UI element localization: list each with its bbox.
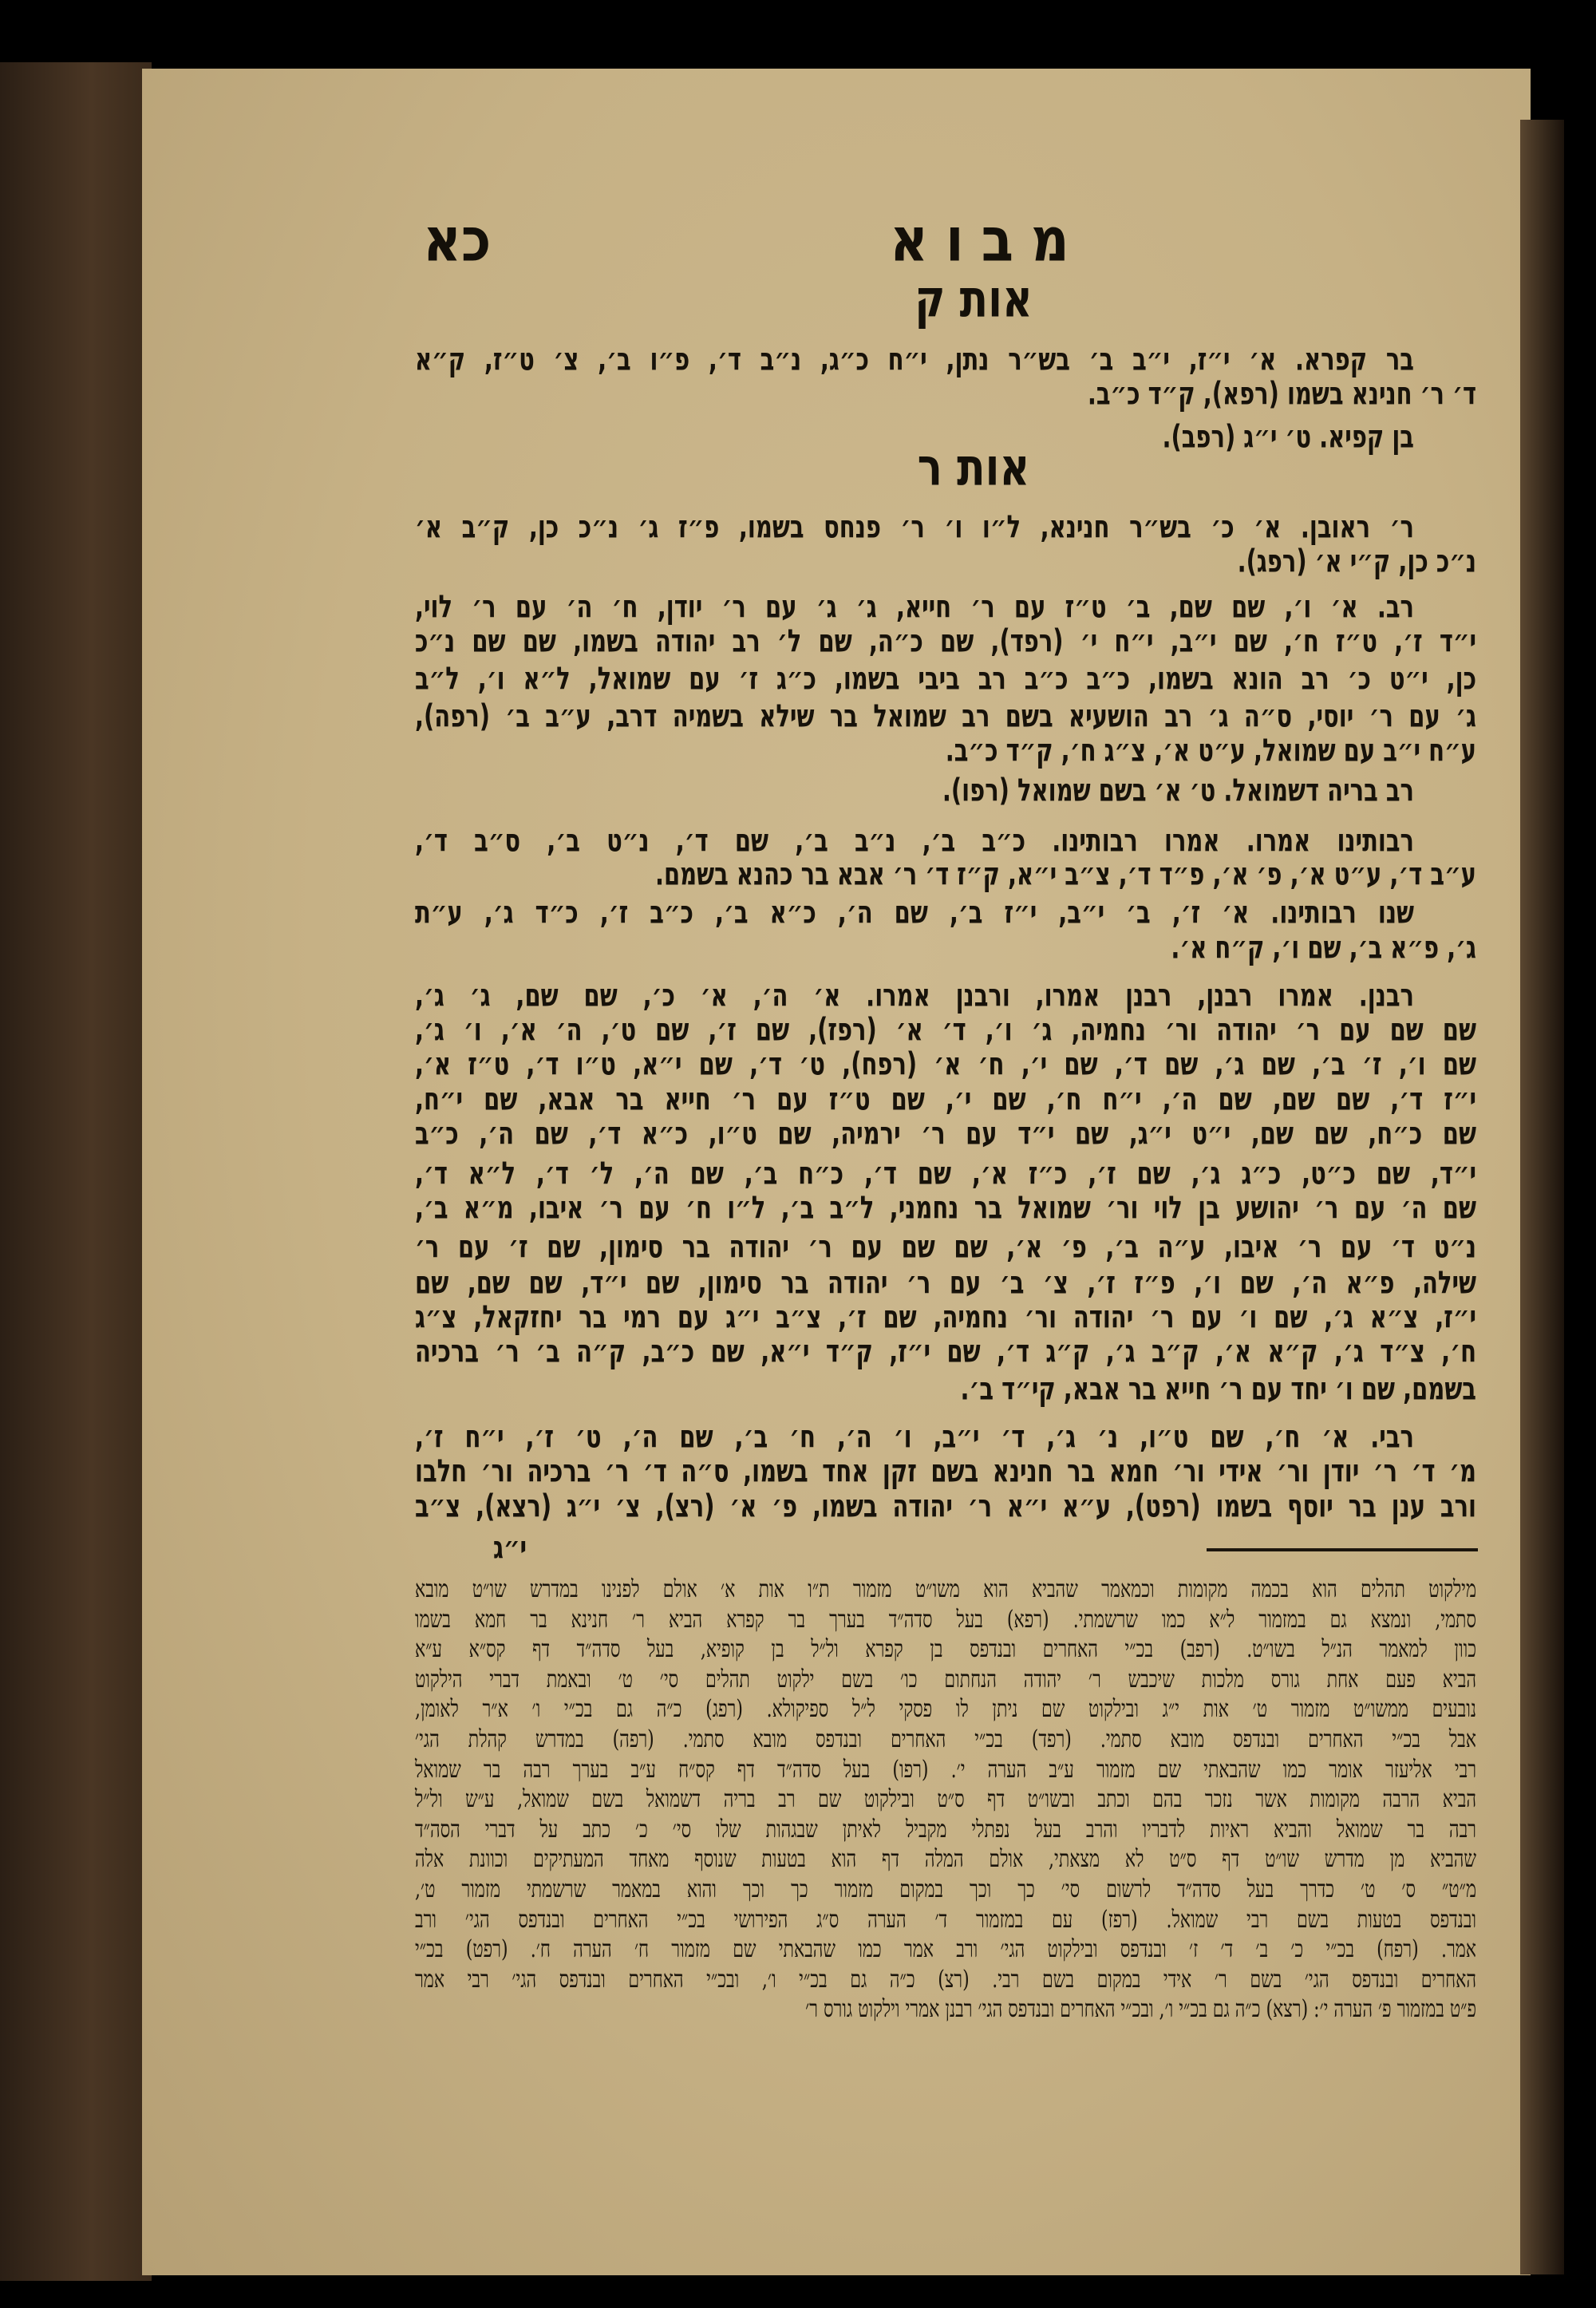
entry-rav-line: י״ד ז׳, ט״ז ח׳, שם י״ב, י״ח י׳ (רפד), שם כ״ה, שם ל׳ רב יהודה בשמו, שם שם נ״כ — [415, 622, 1476, 659]
footnote-line: הביא הרבה מקומות אשר נזכר בהם וכתב ובשו״ט דף ס״ט ובילקוט שם רב בריה דשמואל בשם שמואל, ע״ש ול״ל — [415, 1786, 1476, 1814]
entry-ben-kopia-line: בן קפיא. ט׳ י״ג (רפב). — [1162, 418, 1414, 455]
footnote-line: סתמי, ונמצא גם במזמור ל״א כמו שרשמתי. (רפא) בעל סדה״ד בערך בר קפרא הביא ר׳ חנינא בר חמא בשמו — [415, 1607, 1476, 1634]
footnote-line: מילקוט תהלים הוא בכמה מקומות וכמאמר שהביא הוא משו״ט מזמור ת״ו אות א׳ אולם לפנינו במדרש שו״ט מובא — [415, 1576, 1476, 1604]
entry-rabi-line: ורב ענן בר יוסף בשמו (רפט), ע״א י״א ר׳ יהודה בשמו, פ׳ א׳ (רצ), צ׳ י״ג (רצא), צ״ב — [415, 1488, 1476, 1524]
section-heading-kof: אות ק — [915, 269, 1033, 330]
section-heading-resh: אות ר — [917, 437, 1030, 498]
footnote-separator — [1207, 1548, 1478, 1551]
entry-rav-line: כן, י״ט כ׳ רב הונא בשמו, כ״ב כ״ב רב ביבי בשמו, כ״ג ז׳ עם שמואל, ל״א ו׳, ל״ב — [415, 660, 1476, 697]
entry-rav-brei-line: רב בריה דשמואל. ט׳ א׳ בשם שמואל (רפו). — [942, 772, 1414, 808]
footnote-line: כוון למאמר הנ״ל בשו״ט. (רפב) בכ״י האחרים ובנדפס בן קפרא ול״ל בן קופיא, בעל סדה״ד דף קס״א ע״א — [415, 1636, 1476, 1664]
footnote-line: שהביא מן מדרש שו״ט דף ס״ט לא מצאתי, אולם המלה דף הוא בטעות שנוסף מאחד המעתיקים וכוונת אלה — [415, 1846, 1476, 1874]
footnote-line: רבי אליעזר אומר כמו שהבאתי שם מזמור ע״ב הערה י׳. (רפו) בעל סדה״ד דף קס״ח ע״ב בערך רבה בר שמואל — [415, 1757, 1476, 1784]
entry-rav-line: ג׳ עם ר׳ יוסי, ס״ה ג׳ רב הושעיא בשם רב שמואל בר שילא בשמיה דרב, ע״ב ב׳ (רפה), — [415, 698, 1476, 734]
page-edge-shadow — [1520, 120, 1564, 2274]
entry-rabanan-line: שילה, פ״א ה׳, שם ו׳, פ״ז ז׳, צ׳ ב׳ עם ר׳ יהודה בר סימון, שם י״ד, שם שם, שם — [415, 1264, 1476, 1301]
entry-rabotenu-line: ע״ב ד׳, ע״ט א׳, פ׳ א׳, פ״ד ד׳, צ״ב י״א, ק״ז ד׳ ר׳ אבא בר כהנא בשמם. — [654, 856, 1476, 892]
entry-rabotenu-line: רבותינו אמרו. אמרו רבותינו. כ״ב ב׳, נ״ב ב׳, שם ד׳, נ״ט ב׳, ס״ב ד׳, — [415, 822, 1414, 859]
page-number: כא — [423, 204, 492, 275]
entry-rabanan-line: ח׳, צ״ד ג׳, ק״א א׳, ק״ב ג׳, ק״ג ד׳, שם י״ז, ק״ד י״א, שם כ״ב, ק״ה ב׳ ר׳ ברכיה — [415, 1333, 1476, 1369]
entry-rabanan-line: שם כ״ח, שם שם, י״ט י״ג, שם י״ד עם ר׳ ירמיה, שם ט״ו, כ״א ד׳, שם ה׳, כ״ב — [415, 1115, 1476, 1152]
footnote-line: אמר. (רפח) בכ״י כ׳ ב׳ ד׳ ז׳ ובנדפס ובילקוט הגי׳ ורב אמר כמו שהבאתי שם מזמור ח׳ הערה ח׳. (רפט) בכ״י — [415, 1936, 1476, 1964]
entry-reuven-line: נ״כ כן, ק״י א׳ (רפג). — [1237, 543, 1476, 579]
entry-rabanan-line: י״ז, צ״א ג׳, שם ו׳ עם ר׳ יהודה ור׳ נחמיה, שם ז׳, צ״ב י״ג עם רמי בר יחזקאל, צ״ג — [415, 1298, 1476, 1335]
entry-rabanan-line: י״ז ד׳, שם שם, שם ה׳, י״ח ח׳, שם י׳, שם ט״ז עם ר׳ חייא בר אבא, שם י״ח, — [415, 1081, 1476, 1117]
entry-rabanan-line: בשמם, שם ו׳ יחד עם ר׳ חייא בר אבא, קי״ד ב׳. — [960, 1370, 1476, 1407]
footnote-line: פ״ט במזמור פ׳ הערה י׳: (רצא) כ״ה גם בכ״י ו׳, ובכ״י האחרים ובנדפס הגי׳ רבנן אמרי וילקוט גורס ר׳ — [805, 1996, 1476, 2024]
footnote-line: רבה בר שמואל והביא ראיות לדבריו והרב בעל נפתלי מקביל לאיתן שבגהות שלו סי׳ כ׳ כתב על דברי הסה״ד — [415, 1816, 1476, 1844]
catchword: י״ג — [493, 1529, 527, 1566]
entry-reuven-line: ר׳ ראובן. א׳ כ׳ בש״ר חנינא, ל״ו ו׳ ר׳ פנחס בשמו, פ״ז ג׳ נ״כ כן, ק״ב א׳ — [415, 508, 1414, 545]
entry-rabanan-line: שם ו׳, ז׳ ב׳, שם ג׳, שם ד׳, שם י׳, ח׳ א׳ (רפח), ט׳ ד׳, שם י״א, ט״ו ד׳, ט״ז א׳, — [415, 1045, 1476, 1082]
entry-rav-line: רב. א׳ ו׳, שם שם, ב׳ ט״ז עם ר׳ חייא, ג׳ ג׳ עם ר׳ יודן, ח׳ ה׳ עם ר׳ לוי, — [415, 588, 1414, 625]
footnote-line: אבל בכ״י האחרים ובנדפס מובא סתמי. (רפד) בכ״י האחרים ובנדפס מובא סתמי. (רפה) במדרש קהלת הגי׳ — [415, 1726, 1476, 1754]
footnote-line: ובנדפס בטעות בשם רבי שמואל. (רפז) עם במזמור ד׳ הערה ס״ג הפירושי בכ״י האחרים ובנדפס הגי׳ ורב — [415, 1907, 1476, 1934]
footnote-line: נובעים ממשו״ט מזמור ט׳ אות י״ג ובילקוט שם ניתן לו פסקי ל״ל ספיקולא. (רפג) כ״ה גם בכ״י ו׳ א״ר לאומן, — [415, 1696, 1476, 1724]
entry-rabanan-line: שם ה׳ עם ר׳ יהושע בן לוי ור׳ שמואל בר נחמני, ל״ב ב׳, ל״ו ח׳ עם ר׳ איבו, מ״א ב׳, — [415, 1189, 1476, 1226]
footnote-line: מ״ט״ ס׳ ט׳ כדרך בעל סדה״ד לרשום סי׳ כך וכך במקום מזמור כך וכך והוא במאמר שרשמתי מזמור ט׳, — [415, 1876, 1476, 1904]
entry-rabanan-line: נ״ט ד׳ עם ר׳ איבו, ע״ה ב׳, פ׳ א׳, שם שם עם ר׳ יהודה בר סימון, שם ז׳ עם ר׳ — [415, 1228, 1476, 1265]
entry-shanu-line: ג׳, פ״א ב׳, שם ו׳, ק״ח א׳. — [1171, 929, 1476, 966]
entry-rabi-line: מ׳ ד׳ ר׳ יודן ור׳ אידי ור׳ חמא בר חנינא בשם זקן אחד בשמו, ס״ה ד׳ ר׳ ברכיה ור׳ חלבו — [415, 1452, 1476, 1489]
footnote-line: הביא פעם אחת גורס מלכות שיכבש ר׳ יהודה הנחתום כו׳ בשם ילקוט תהלים סי׳ ט׳ ובאמת דברי הילקוט — [415, 1666, 1476, 1693]
running-title: מבוא — [890, 204, 1087, 275]
entry-shanu-line: שנו רבותינו. א׳ ז׳, ב׳ י״ב, י״ז ב׳, שם ה׳, כ״א ב׳, כ״ב ז׳, כ״ד ג׳, ע״ת — [415, 894, 1414, 931]
entry-rabi-line: רבי. א׳ ח׳, שם ט״ו, נ׳ ג׳, ד׳ י״ב, ו׳ ה׳, ח׳ ב׳, שם ה׳, ט׳ ז׳, י״ח ז׳, — [415, 1418, 1414, 1455]
book-cover — [0, 62, 152, 2281]
footnote-line: האחרים ובנדפס הגי׳ בשם ר׳ אידי במקום בשם רבי. (רצ) כ״ה גם בכ״י ו׳, ובכ״י האחרים ובנדפס הגי׳ רבי אמר — [415, 1966, 1476, 1994]
entry-rabanan-line: שם שם עם ר׳ יהודה ור׳ נחמיה, ג׳ ו׳, ד׳ א׳ (רפז), שם ז׳, שם ט׳, ה׳ א׳, ו׳ ג׳, — [415, 1011, 1476, 1048]
entry-bar-kapra-line: ד׳ ר׳ חנינא בשמו (רפא), ק״ד כ״ב. — [1087, 375, 1476, 412]
entry-bar-kapra-line: בר קפרא. א׳ י״ז, י״ב ב׳ בש״ר נתן, י״ח כ״ג, נ״ב ד׳, פ״ו ב׳, צ׳ ט״ז, ק״א — [415, 341, 1414, 377]
entry-rabanan-line: י״ד, שם כ״ט, כ״ג ג׳, שם ז׳, כ״ז א׳, שם ד׳, כ״ח ב׳, שם ה׳, ל׳ ד׳, ל״א ד׳, — [415, 1155, 1476, 1192]
entry-rav-line: ע״ח י״ב עם שמואל, ע״ט א׳, צ״ג ח׳, ק״ד כ״ב. — [945, 732, 1476, 769]
entry-rabanan-line: רבנן. אמרו רבנן, רבנן אמרו, ורבנן אמרו. א׳ ה׳, א׳ כ׳, שם שם, ג׳ ג׳, — [415, 977, 1414, 1014]
